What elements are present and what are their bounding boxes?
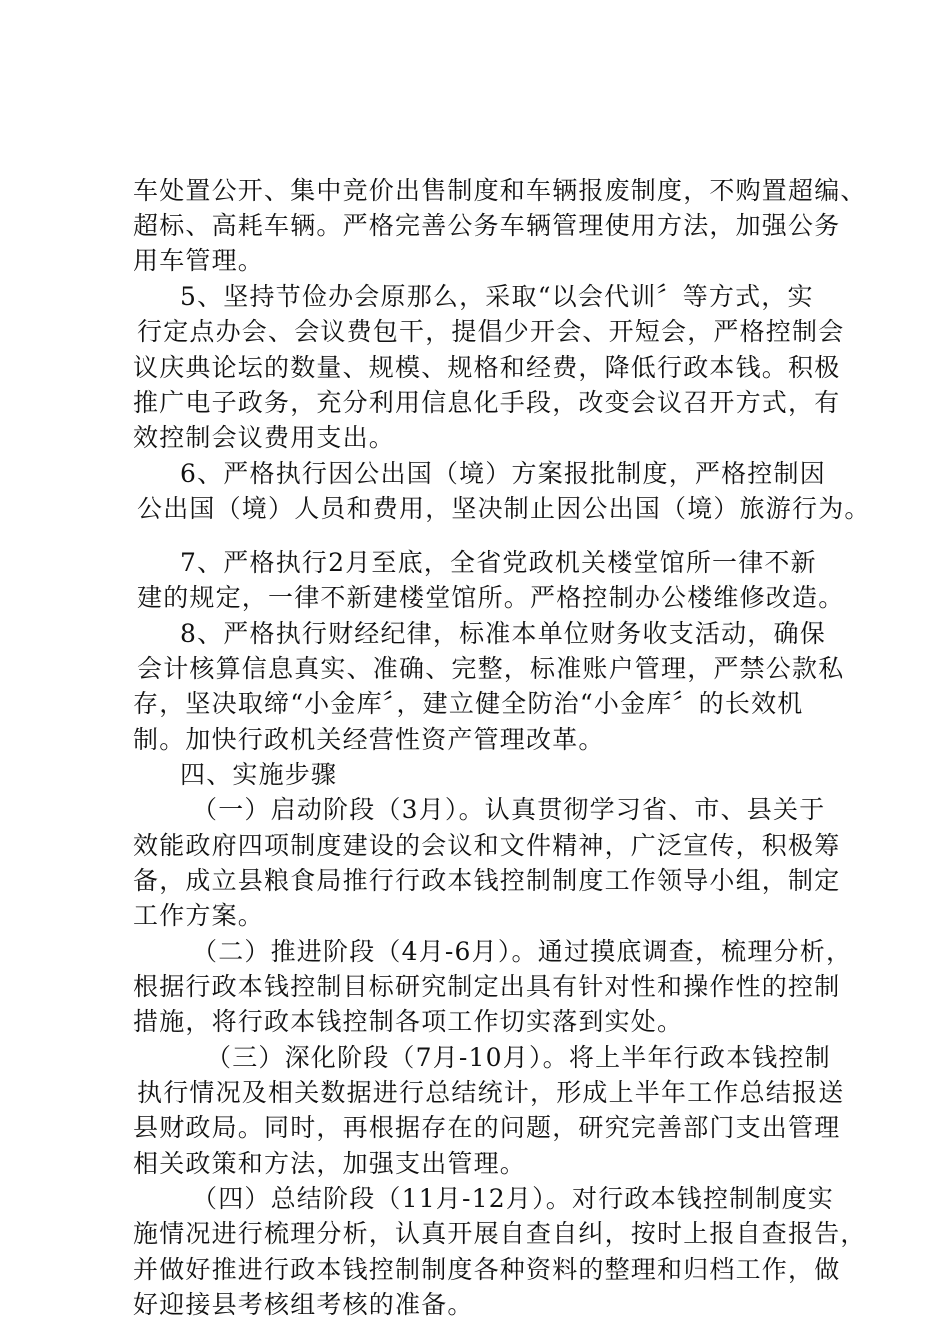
text-line: 5、坚持节俭办会原那么，采取“以会代训〞等方式，实 xyxy=(180,282,814,311)
text-line: 建的规定，一律不新建楼堂馆所。严格控制办公楼维修改造。 xyxy=(137,583,845,612)
text-line: 效控制会议费用支出。 xyxy=(133,423,396,452)
text-line: 好迎接县考核组考核的准备。 xyxy=(133,1290,474,1319)
text-line: 效能政府四项制度建设的会议和文件精神，广泛宣传，积极筹 xyxy=(133,831,841,860)
text-line: （四）总结阶段（11月-12月）。对行政本钱控制制度实 xyxy=(192,1184,834,1213)
text-line: 议庆典论坛的数量、规模、规格和经费，降低行政本钱。积极 xyxy=(133,353,841,382)
text-line: 根据行政本钱控制目标研究制定出具有针对性和操作性的控制 xyxy=(133,972,841,1001)
text-line: （一）启动阶段（3月）。认真贯彻学习省、市、县关于 xyxy=(192,795,826,824)
text-line: 用车管理。 xyxy=(133,246,265,275)
text-line: 施情况进行梳理分析，认真开展自查自纠，按时上报自查报告， xyxy=(133,1219,867,1248)
text-line: 工作方案。 xyxy=(133,901,265,930)
text-line: 存，坚决取缔“小金库〞，建立健全防治“小金库〞的长效机 xyxy=(133,689,804,718)
text-line: 执行情况及相关数据进行总结统计，形成上半年工作总结报送 xyxy=(137,1078,845,1107)
text-line: 措施，将行政本钱控制各项工作切实落到实处。 xyxy=(133,1007,684,1036)
text-line: 相关政策和方法，加强支出管理。 xyxy=(133,1149,527,1178)
text-line: 车处置公开、集中竞价出售制度和车辆报废制度，不购置超编、 xyxy=(133,176,867,205)
text-line: 行定点办会、会议费包干，提倡少开会、开短会，严格控制会 xyxy=(137,317,845,346)
text-line: 制。加快行政机关经营性资产管理改革。 xyxy=(133,725,605,754)
text-line: 备，成立县粮食局推行行政本钱控制制度工作领导小组，制定 xyxy=(133,866,841,895)
text-line: 7、严格执行2月至底，全省党政机关楼堂馆所一律不新 xyxy=(180,548,817,577)
text-line: 县财政局。同时，再根据存在的问题，研究完善部门支出管理 xyxy=(133,1113,841,1142)
text-line: 超标、高耗车辆。严格完善公务车辆管理使用方法，加强公务 xyxy=(133,211,841,240)
text-line: 推广电子政务，充分利用信息化手段，改变会议召开方式，有 xyxy=(133,388,841,417)
section-heading: 四、实施步骤 xyxy=(180,760,338,789)
text-line: 6、严格执行因公出国（境）方案报批制度，严格控制因 xyxy=(180,459,826,488)
text-line: 会计核算信息真实、准确、完整，标准账户管理，严禁公款私 xyxy=(137,654,845,683)
text-line: （三）深化阶段（7月-10月）。将上半年行政本钱控制 xyxy=(206,1043,831,1072)
text-line: 公出国（境）人员和费用，坚决制止因公出国（境）旅游行为。 xyxy=(137,494,871,523)
text-line: 8、严格执行财经纪律，标准本单位财务收支活动，确保 xyxy=(180,619,826,648)
text-line: 并做好推进行政本钱控制制度各种资料的整理和归档工作，做 xyxy=(133,1255,841,1284)
text-line: （二）推进阶段（4月-6月）。通过摸底调查，梳理分析， xyxy=(192,937,853,966)
